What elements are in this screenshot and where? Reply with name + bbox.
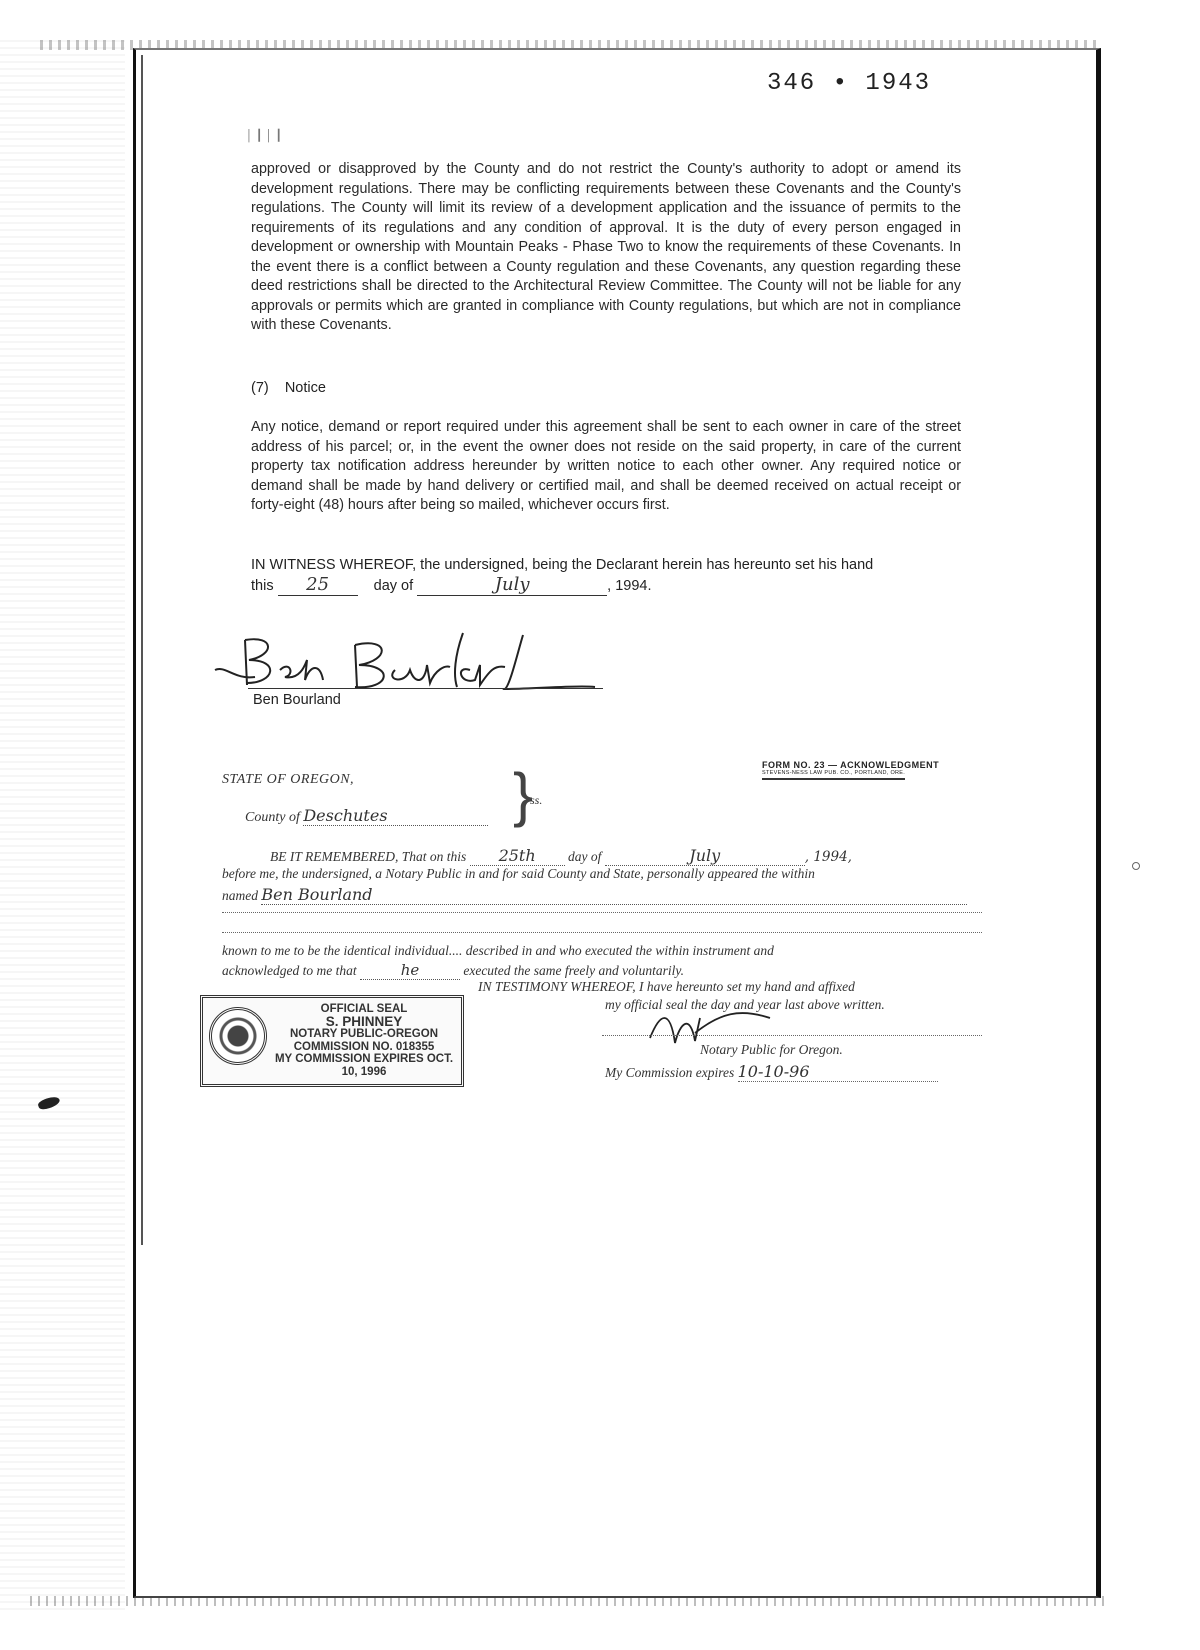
notary-seal <box>200 995 464 1087</box>
ack-day-of: day of <box>567 849 602 864</box>
named-label: named <box>222 888 258 903</box>
page-inner-border <box>141 55 143 1245</box>
notary-label: Notary Public for Oregon. <box>700 1042 843 1057</box>
named-value: Ben Bourland <box>261 885 967 905</box>
seal-line-1: OFFICIAL SEAL <box>320 1003 408 1015</box>
ss-label: ss. <box>530 793 543 807</box>
seal-text <box>269 1003 459 1078</box>
acknowledged-value: he <box>360 961 460 980</box>
header-mark: │┃│┃ <box>246 130 285 142</box>
witness-year: , 1994. <box>607 578 652 594</box>
commission-line <box>605 1062 938 1082</box>
signature-line <box>248 688 603 689</box>
witness-clause <box>251 555 961 596</box>
form-title: FORM NO. 23 — ACKNOWLEDGMENT <box>762 760 940 770</box>
scan-noise-bottom <box>30 1596 1110 1606</box>
ack-year-value: , 1994, <box>804 849 852 865</box>
notary-signature-line <box>602 1035 982 1036</box>
ack-day-value: 25th <box>470 846 565 866</box>
ack-month-value: July <box>605 846 805 866</box>
before-me-line: before me, the undersigned, a Notary Public in and for said County and State, personally appeared the within <box>222 866 815 881</box>
witness-this: this <box>251 578 274 594</box>
county-line <box>245 806 488 826</box>
seal-emblem-icon <box>209 1007 267 1065</box>
seal-line-2: S. PHINNEY <box>325 1013 403 1029</box>
paragraph-notice: Any notice, demand or report required under this agreement shall be sent to each owner in care of the street address of his parcel; or, in the event the owner does not reside on the said property, in care of the current property tax notification address hereunder by written notice to each other owner. Any required notice or demand shall be made by hand delivery or certified mail, and shall be deemed received on actual receipt or forty-eight (48) hours after being so mailed, whichever occurs first. <box>251 419 961 513</box>
state-label: STATE OF OREGON, <box>222 772 355 787</box>
remembered-line <box>222 846 982 866</box>
county-label: County of <box>245 810 300 825</box>
page-number: 346 • 1943 <box>767 70 932 97</box>
witness-line: IN WITNESS WHEREOF, the undersigned, being the Declarant herein has hereunto set his hand <box>251 557 874 573</box>
witness-day-value: 25 <box>278 575 358 596</box>
signer-name: Ben Bourland <box>253 692 341 708</box>
acknowledged-line <box>222 961 982 980</box>
acknowledged-prefix: acknowledged to me that <box>222 963 357 978</box>
section-heading-notice: (7) Notice <box>251 380 326 396</box>
testimony-line-1: IN TESTIMONY WHEREOF, I have hereunto set my hand and affixed <box>478 979 855 994</box>
named-line <box>222 885 982 905</box>
known-line: known to me to be the identical individual.... described in and who executed the within instrument and <box>222 943 774 958</box>
blank-line-2 <box>222 932 982 933</box>
brace: } <box>513 761 534 828</box>
form-publisher: STEVENS-NESS LAW PUB. CO., PORTLAND, ORE. <box>762 770 905 780</box>
seal-line-3: NOTARY PUBLIC-OREGON <box>289 1028 438 1040</box>
margin-hole <box>1132 862 1140 870</box>
acknowledged-suffix: executed the same freely and voluntarily. <box>463 963 685 978</box>
seal-line-5: MY COMMISSION EXPIRES OCT. 10, 1996 <box>274 1053 454 1078</box>
county-value: Deschutes <box>303 806 488 826</box>
commission-value: 10-10-96 <box>738 1062 938 1082</box>
blank-line-1 <box>222 912 982 913</box>
witness-day-of: day of <box>373 578 414 594</box>
commission-label: My Commission expires <box>605 1065 735 1080</box>
remembered-prefix: BE IT REMEMBERED, That on this <box>270 849 467 864</box>
witness-date-line <box>251 575 961 596</box>
paragraph-covenants: approved or disapproved by the County and do not restrict the County's authority to adopt or amend its development regulations. There may be conflicting requirements between these Covenants and the County's regulations. The County will limit its review of a development application and the issuance of permits to the requirements of its regulations and any condition of approval. It is the duty of every person engaged in development or ownership with Mountain Peaks - Phase Two to know the requirements of these Covenants. In the event there is a conflict between a County regulation and these Covenants, any question regarding these deed restrictions shall be directed to the Architectural Review Committee. The County will not be liable for any approvals or permits which are granted in compliance with County regulations, but which are not in compliance with these Covenants. <box>251 161 961 333</box>
witness-month-value: July <box>417 575 607 596</box>
scan-noise-left <box>0 40 125 1610</box>
seal-line-4: COMMISSION NO. 018355 <box>293 1040 435 1053</box>
testimony-line-2: my official seal the day and year last above written. <box>605 997 885 1012</box>
